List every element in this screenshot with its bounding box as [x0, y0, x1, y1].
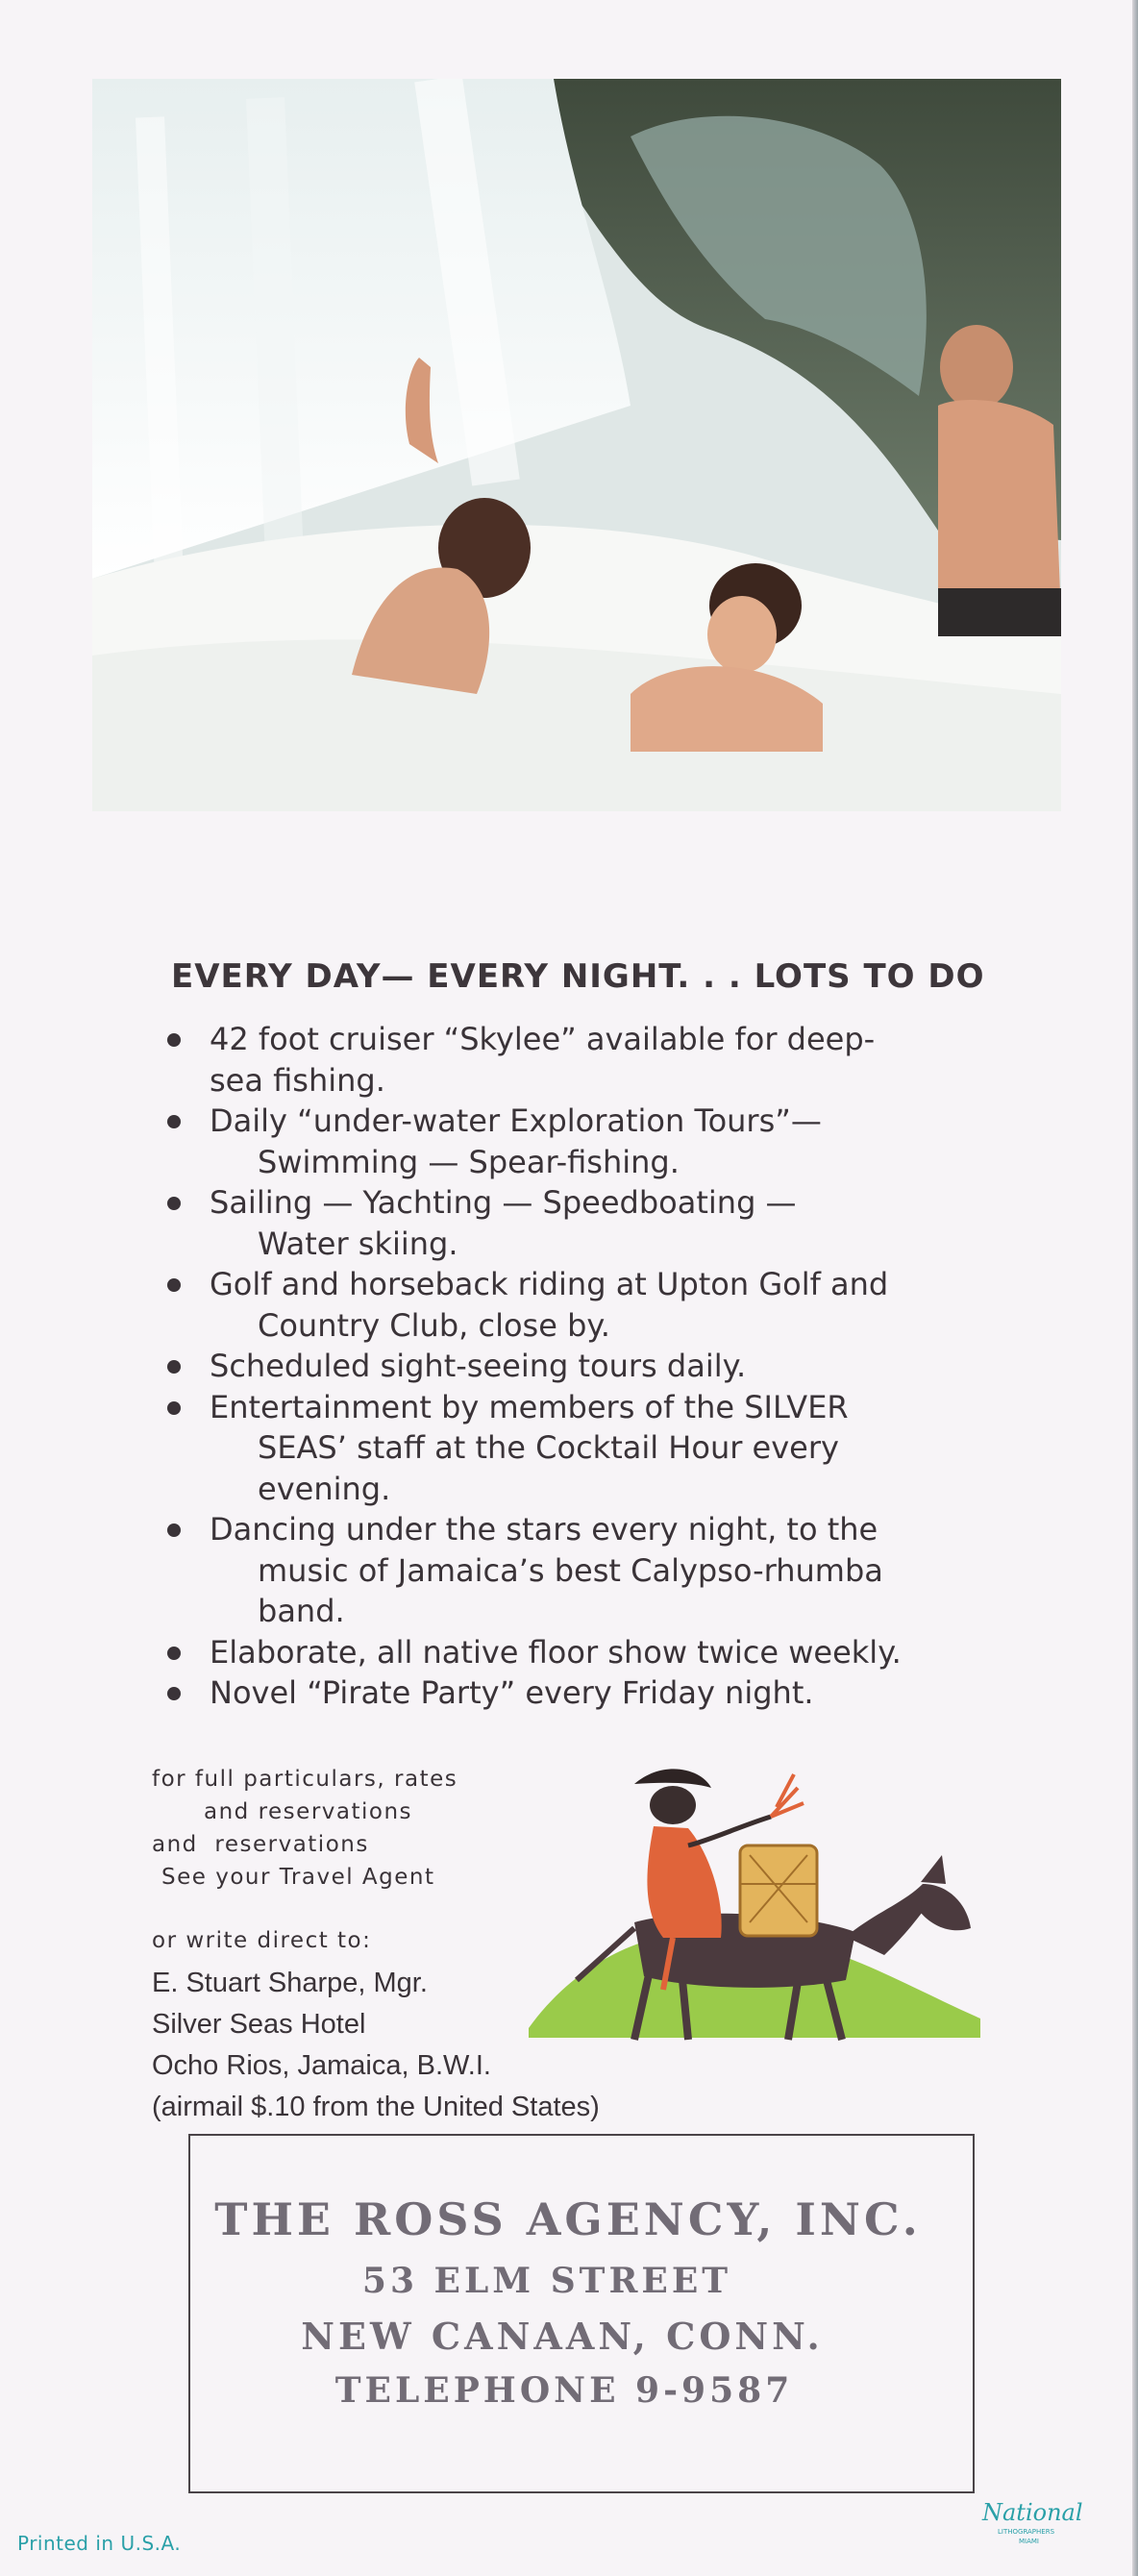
- hotel-name: Silver Seas Hotel: [152, 2009, 366, 2040]
- list-item: [167, 1346, 1013, 1387]
- bullet-icon: [167, 1523, 181, 1537]
- printer-logo: [969, 2493, 1103, 2553]
- list-item-line: Daily “under-water Exploration Tours”—: [210, 1102, 822, 1139]
- agency-street: 53 ELM STREET: [361, 2261, 732, 2301]
- particulars-line: for full particulars, rates: [152, 1767, 458, 1792]
- printed-in-usa: Printed in U.S.A.: [17, 2532, 182, 2555]
- airmail-note: (airmail $.10 from the United States): [152, 2092, 600, 2122]
- list-item: [167, 1019, 1013, 1101]
- list-item-line: evening.: [258, 1470, 391, 1507]
- waterfall-photo-graphic: [92, 79, 1061, 811]
- list-item: [167, 1387, 1013, 1510]
- list-item-line: Novel “Pirate Party” every Friday night.: [210, 1674, 814, 1711]
- list-item-line: Swimming — Spear-fishing.: [258, 1143, 680, 1180]
- list-item-line: Entertainment by members of the SILVER: [210, 1388, 849, 1425]
- list-item-line: Water skiing.: [258, 1225, 458, 1262]
- list-item-line: 42 foot cruiser “Skylee” available for deep-: [210, 1021, 876, 1057]
- agency-name: THE ROSS AGENCY, INC.: [214, 2193, 922, 2245]
- list-item: [167, 1101, 1013, 1182]
- hotel-location: Ocho Rios, Jamaica, B.W.I.: [152, 2050, 491, 2081]
- bullet-icon: [167, 1647, 181, 1660]
- bullet-icon: [167, 1401, 181, 1415]
- bullet-icon: [167, 1278, 181, 1292]
- printer-logo-text: National: [982, 2499, 1083, 2526]
- list-item-line: Golf and horseback riding at Upton Golf and: [210, 1266, 889, 1302]
- list-item: [167, 1672, 1013, 1714]
- list-item-line: Dancing under the stars every night, to the: [210, 1511, 878, 1548]
- bullet-icon: [167, 1197, 181, 1210]
- write-direct-intro: or write direct to:: [152, 1928, 372, 1953]
- agency-stamp: [188, 2134, 975, 2493]
- donkey-rider-illustration: [519, 1740, 980, 2057]
- page-edge: [1132, 0, 1138, 2576]
- list-item-line: band.: [258, 1593, 345, 1629]
- list-item-line: SEAS’ staff at the Cocktail Hour every: [258, 1429, 839, 1466]
- particulars-block: [152, 1763, 556, 1894]
- manager-name: E. Stuart Sharpe, Mgr.: [152, 1968, 428, 1998]
- list-item: [167, 1182, 1013, 1264]
- list-item: [167, 1264, 1013, 1346]
- particulars-line: See your Travel Agent: [161, 1865, 435, 1890]
- list-item-line: music of Jamaica’s best Calypso-rhumba: [258, 1551, 883, 1589]
- list-item: [167, 1509, 1013, 1632]
- bullet-icon: [167, 1687, 181, 1700]
- activities-heading: EVERY DAY— EVERY NIGHT. . . LOTS TO DO: [171, 957, 985, 996]
- list-item-line: Scheduled sight-seeing tours daily.: [210, 1348, 747, 1384]
- printer-sub1: LITHOGRAPHERS: [998, 2528, 1055, 2536]
- particulars-line: and reservations: [152, 1832, 369, 1857]
- list-item-line: Country Club, close by.: [258, 1306, 610, 1344]
- list-item-line: sea fishing.: [210, 1061, 385, 1099]
- activities-list: [167, 1019, 1013, 1714]
- list-item-line: Sailing — Yachting — Speedboating —: [210, 1184, 797, 1221]
- bullet-icon: [167, 1033, 181, 1047]
- bullet-icon: [167, 1115, 181, 1128]
- list-item: [167, 1632, 1013, 1673]
- particulars-line: and reservations: [204, 1799, 413, 1824]
- agency-city: NEW CANAAN, CONN.: [301, 2315, 824, 2358]
- list-item-line: Elaborate, all native floor show twice weekly.: [210, 1633, 902, 1671]
- agency-phone: TELEPHONE 9-9587: [334, 2370, 794, 2411]
- bullet-icon: [167, 1360, 181, 1374]
- printer-sub2: MIAMI: [1019, 2538, 1039, 2545]
- waterfall-photo: [92, 79, 1061, 811]
